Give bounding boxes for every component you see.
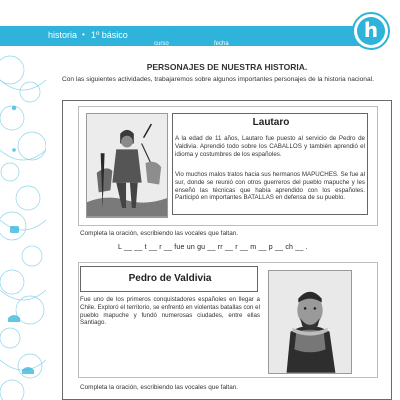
brand-logo bbox=[352, 12, 390, 50]
lautaro-paragraph-1: A la edad de 11 años, Lautaro fue puesto al servicio de Pedro de Valdivia. Aprendió todo sobre los CABALLOS y también aprendió el idioma y costumbres de los españoles. bbox=[175, 135, 365, 158]
valdivia-heading: Pedro de Valdivia bbox=[128, 273, 212, 284]
valdivia-paragraph: Fue uno de los primeros conquistadores españoles en llegar a Chile. Exploró el territorio, se enfrentó en violentas batallas con el pueblo mapuche y fundó numerosas ciudades, entre ellas Santiago. bbox=[80, 296, 260, 327]
valdivia-title-box bbox=[80, 266, 258, 292]
header-separator: • bbox=[82, 30, 85, 39]
lautaro-drawing bbox=[87, 114, 167, 217]
worksheet-title: PERSONAJES DE NUESTRA HISTORIA. bbox=[146, 62, 308, 72]
subject-label: historia bbox=[48, 30, 78, 40]
lautaro-instruction: Completa la oración, escribiendo las vocales que faltan. bbox=[80, 230, 239, 237]
course-field-line[interactable] bbox=[174, 47, 208, 48]
grade-level-label: 1º básico bbox=[91, 30, 128, 40]
worksheet-header bbox=[0, 0, 400, 60]
valdivia-drawing bbox=[269, 271, 351, 373]
lautaro-paragraph-2: Vio muchos malos tratos hacia sus hermanos MAPUCHES. Se fue al sur, donde se reunió con otros guerreros del pueblo mapuche y les enseñó las técnicas que había aprendido con los españoles. Participó en importantes BATALLAS en defensa de su pueblo. bbox=[175, 171, 365, 202]
date-field-line[interactable] bbox=[232, 47, 344, 48]
course-field-label: curso bbox=[154, 41, 169, 47]
student-fields bbox=[150, 24, 350, 60]
lautaro-illustration bbox=[86, 113, 168, 218]
logo-letter: h bbox=[357, 17, 385, 45]
valdivia-instruction: Completa la oración, escribiendo las vocales que faltan. bbox=[80, 384, 239, 391]
name-field-label: nombre bbox=[154, 27, 175, 33]
decorative-side-strip bbox=[0, 0, 46, 400]
name-field-line[interactable] bbox=[180, 34, 344, 35]
valdivia-portrait bbox=[268, 270, 352, 374]
worksheet-intro: Con las siguientes actividades, trabajaremos sobre algunos importantes personajes de la historia nacional. bbox=[62, 76, 374, 83]
lautaro-heading: Lautaro bbox=[252, 117, 290, 128]
decorative-swirl-pattern bbox=[0, 0, 46, 400]
lautaro-fill-blank-sentence[interactable]: L __ __ t __ r __ fue un gu __ rr __ r __ m __ p __ ch __ . bbox=[118, 244, 308, 251]
date-field-label: fecha bbox=[214, 41, 229, 47]
